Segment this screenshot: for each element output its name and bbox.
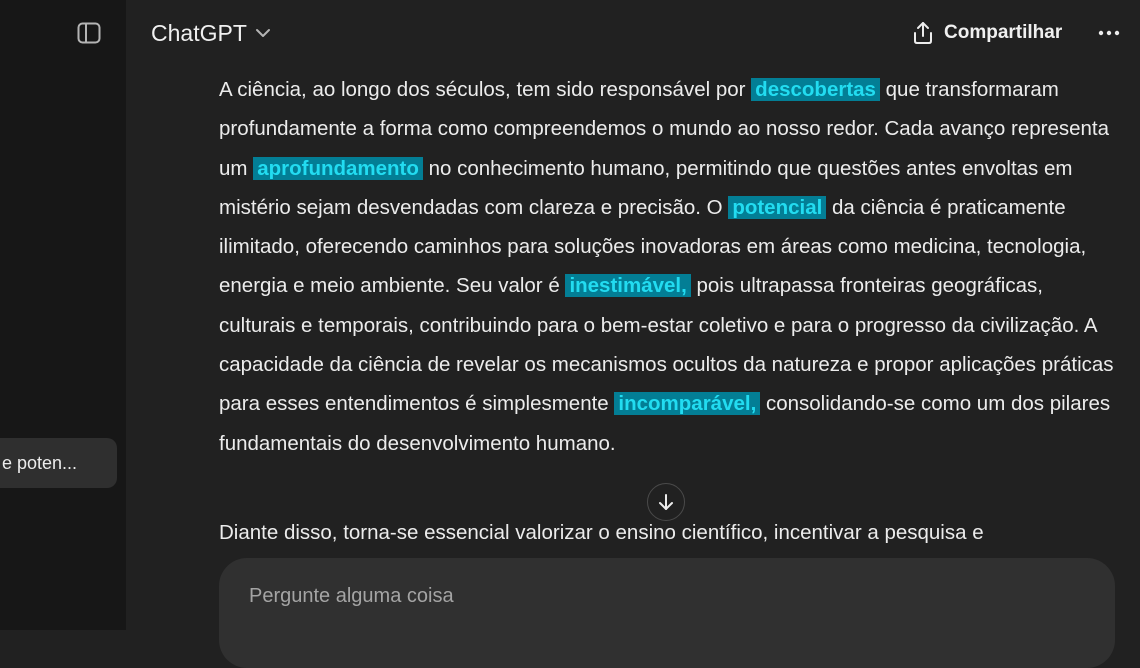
model-selector[interactable] xyxy=(151,16,271,50)
message-text: que transformaram profundamente a forma como compreendemos o mundo ao nosso redor. Cada avanço representa um xyxy=(219,78,1109,180)
share-label: Compartilhar xyxy=(944,22,1063,43)
message-text: no conhecimento humano, permitindo que questões antes envoltas em mistério sejam desvendadas com clareza e precisão. O xyxy=(219,156,1073,219)
message-paragraph-1 xyxy=(219,70,1119,463)
more-options-button[interactable] xyxy=(1094,18,1124,48)
highlighted-term: incomparável, xyxy=(614,392,760,415)
sidebar-toggle-button[interactable] xyxy=(74,18,104,48)
share-icon xyxy=(912,21,934,45)
share-button[interactable] xyxy=(912,16,1062,50)
sidebar xyxy=(0,0,126,630)
highlighted-term: potencial xyxy=(728,196,826,219)
model-name: ChatGPT xyxy=(151,19,247,46)
composer xyxy=(219,558,1115,668)
highlighted-term: aprofundamento xyxy=(253,157,423,180)
chat-history-item-label: e poten... xyxy=(2,452,78,473)
prompt-input[interactable] xyxy=(249,585,1085,608)
message-text: pois ultrapassa fronteiras geográficas, culturais e temporais, contribuindo para o bem-estar coletivo e para o progresso da civilização. A capacidade da ciência de revelar os mecanismos ocultos da natureza e propor aplicações práticas para esses entendimentos é simplesmente xyxy=(219,274,1114,416)
sidebar-toggle-icon xyxy=(77,22,101,44)
main-area xyxy=(126,0,1140,630)
highlighted-term: descobertas xyxy=(751,78,880,101)
assistant-message xyxy=(219,70,1119,544)
header xyxy=(126,0,1140,66)
message-text: da ciência é praticamente ilimitado, oferecendo caminhos para soluções inovadoras em áreas como medicina, tecnologia, energia e meio ambiente. Seu valor é xyxy=(219,195,1087,298)
arrow-down-icon xyxy=(658,493,674,511)
chat-history-item[interactable] xyxy=(0,438,117,488)
more-horizontal-icon xyxy=(1098,30,1120,36)
scroll-to-bottom-button[interactable] xyxy=(647,483,685,521)
highlighted-term: inestimável, xyxy=(565,274,690,297)
message-text: consolidando-se como um dos pilares fundamentais do desenvolvimento humano. xyxy=(219,392,1111,455)
message-text: A ciência, ao longo dos séculos, tem sido responsável por xyxy=(219,78,752,101)
chevron-down-icon xyxy=(255,28,271,38)
message-paragraph-2: Diante disso, torna-se essencial valorizar o ensino científico, incentivar a pesquisa e xyxy=(219,521,984,544)
